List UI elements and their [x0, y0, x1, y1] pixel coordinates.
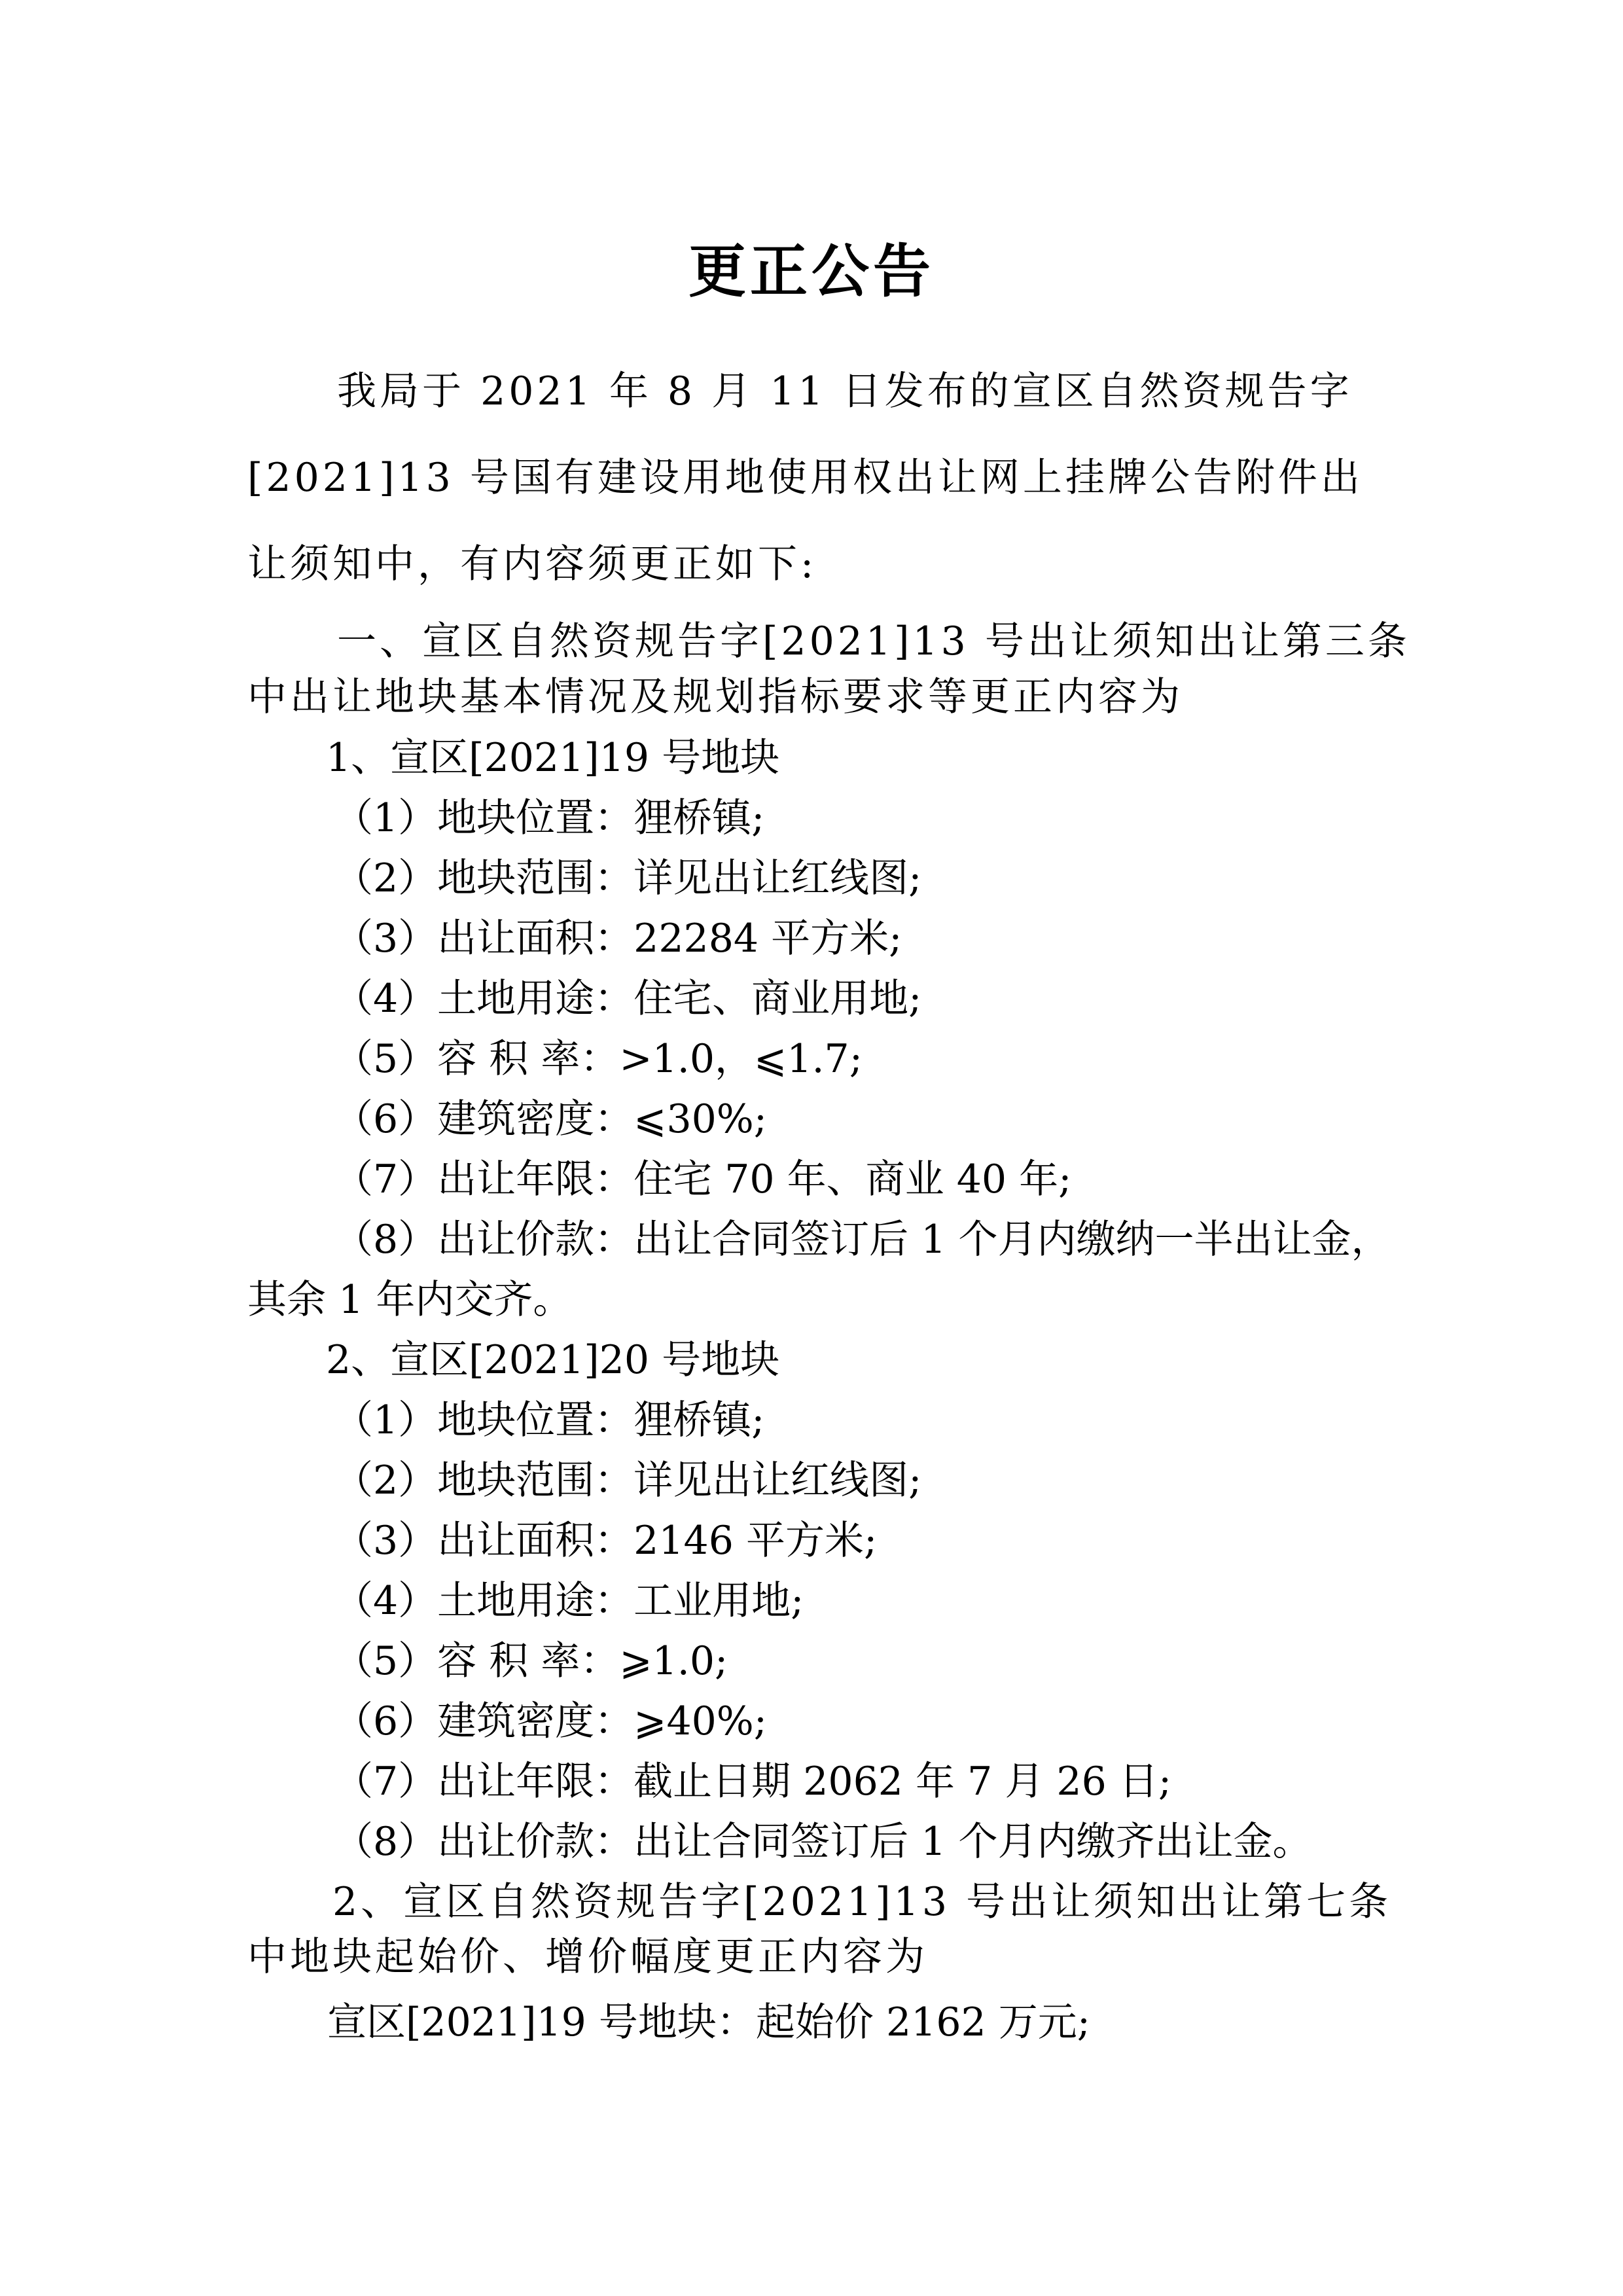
plot1-item: （4）土地用途：住宅、商业用地;	[334, 976, 922, 1022]
plot2-item: （8）出让价款：出让合同签订后 1 个月内缴齐出让金。	[334, 1819, 1312, 1865]
plot1-item: （1）地块位置：狸桥镇;	[334, 795, 765, 841]
plot2-item: （2）地块范围：详见出让红线图;	[334, 1458, 922, 1503]
plot1-item: （3）出让面积：22284 平方米;	[334, 916, 902, 961]
plot2-item: （7）出让年限：截止日期 2062 年 7 月 26 日;	[334, 1759, 1172, 1804]
plot2-title: 2、宣区[2021]20 号地块	[326, 1337, 780, 1383]
document-title: 更正公告	[688, 237, 935, 305]
intro-line-1: 我局于 2021 年 8 月 11 日发布的宣区自然资规告字	[337, 368, 1353, 414]
section2-heading-line-1: 2、宣区自然资规告字[2021]13 号出让须知出让第七条	[332, 1879, 1392, 1925]
plot2-item: （4）土地用途：工业用地;	[334, 1578, 804, 1624]
plot1-item: （2）地块范围：详见出让红线图;	[334, 855, 922, 901]
plot2-item: （6）建筑密度：⩾40%;	[334, 1698, 768, 1744]
section1-heading-line-1: 一、宣区自然资规告字[2021]13 号出让须知出让第三条	[337, 619, 1410, 664]
section1-heading-line-2: 中出让地块基本情况及规划指标要求等更正内容为	[247, 674, 1183, 720]
plot1-item: 其余 1 年内交齐。	[247, 1277, 573, 1323]
section2-heading-line-2: 中地块起始价、增价幅度更正内容为	[247, 1934, 928, 1980]
plot1-item: （6）建筑密度：⩽30%;	[334, 1096, 768, 1142]
plot1-item: （8）出让价款：出让合同签订后 1 个月内缴纳一半出让金，	[334, 1217, 1391, 1263]
plot1-title: 1、宣区[2021]19 号地块	[326, 735, 780, 781]
section2-item: 宣区[2021]19 号地块：起始价 2162 万元;	[327, 2000, 1090, 2045]
plot2-item: （5）容 积 率：⩾1.0;	[334, 1638, 728, 1684]
plot2-item: （3）出让面积：2146 平方米;	[334, 1518, 878, 1564]
intro-line-2: [2021]13 号国有建设用地使用权出让网上挂牌公告附件出	[247, 455, 1363, 501]
plot1-item: （7）出让年限：住宅 70 年、商业 40 年;	[334, 1157, 1072, 1202]
plot1-item: （5）容 积 率：>1.0，⩽1.7;	[334, 1036, 863, 1082]
intro-line-3: 让须知中，有内容须更正如下:	[247, 541, 817, 587]
plot2-item: （1）地块位置：狸桥镇;	[334, 1397, 765, 1443]
